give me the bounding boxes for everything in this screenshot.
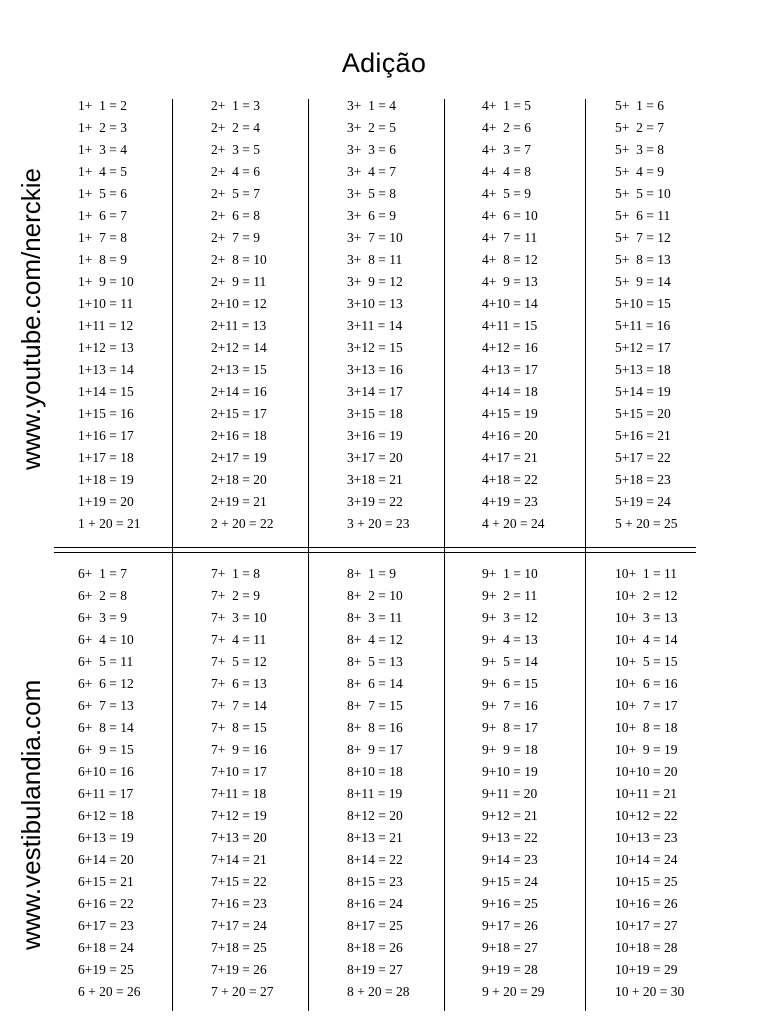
addition-row: 6+ 6 = 12: [78, 676, 134, 691]
addition-row: 2+18 = 20: [211, 472, 267, 487]
addition-row: 7+11 = 18: [211, 786, 267, 801]
addition-row: 7 + 20 = 27: [211, 984, 274, 999]
addition-row: 4+15 = 19: [482, 406, 538, 421]
addition-row: 3+18 = 21: [347, 472, 403, 487]
addition-row: 4+ 2 = 6: [482, 120, 531, 135]
addition-row: 7+16 = 23: [211, 896, 267, 911]
addition-row: 9+ 2 = 11: [482, 588, 538, 603]
addition-row: 2+ 4 = 6: [211, 164, 260, 179]
column-divider: [172, 99, 173, 551]
addition-row: 2+ 9 = 11: [211, 274, 267, 289]
addition-row: 1+18 = 19: [78, 472, 134, 487]
column-divider: [585, 99, 586, 551]
addition-row: 6+17 = 23: [78, 918, 134, 933]
addition-row: 4+13 = 17: [482, 362, 538, 377]
addition-row: 3+15 = 18: [347, 406, 403, 421]
addition-row: 4+18 = 22: [482, 472, 538, 487]
addition-row: 6+ 7 = 13: [78, 698, 134, 713]
addition-row: 1+ 8 = 9: [78, 252, 127, 267]
addition-row: 6+14 = 20: [78, 852, 134, 867]
addition-row: 6+ 9 = 15: [78, 742, 134, 757]
addition-row: 5+ 9 = 14: [615, 274, 671, 289]
addition-row: 5+13 = 18: [615, 362, 671, 377]
addition-row: 2+ 5 = 7: [211, 186, 260, 201]
addition-row: 7+ 2 = 9: [211, 588, 260, 603]
addition-row: 7+ 8 = 15: [211, 720, 267, 735]
addition-row: 3+ 7 = 10: [347, 230, 403, 245]
addition-row: 6+ 4 = 10: [78, 632, 134, 647]
addition-row: 2+ 2 = 4: [211, 120, 260, 135]
addition-row: 7+17 = 24: [211, 918, 267, 933]
addition-row: 3+12 = 15: [347, 340, 403, 355]
addition-row: 8+ 8 = 16: [347, 720, 403, 735]
addition-row: 5+14 = 19: [615, 384, 671, 399]
addition-row: 3+ 8 = 11: [347, 252, 403, 267]
addition-row: 10+19 = 29: [615, 962, 678, 977]
addition-row: 2+19 = 21: [211, 494, 267, 509]
addition-row: 4 + 20 = 24: [482, 516, 545, 531]
addition-row: 3+17 = 20: [347, 450, 403, 465]
addition-row: 7+12 = 19: [211, 808, 267, 823]
addition-row: 4+12 = 16: [482, 340, 538, 355]
addition-row: 8+15 = 23: [347, 874, 403, 889]
addition-row: 5+19 = 24: [615, 494, 671, 509]
column-divider: [308, 549, 309, 1011]
addition-row: 7+ 7 = 14: [211, 698, 267, 713]
addition-row: 8+ 2 = 10: [347, 588, 403, 603]
addition-row: 10+14 = 24: [615, 852, 678, 867]
addition-row: 1 + 20 = 21: [78, 516, 141, 531]
addition-row: 4+ 7 = 11: [482, 230, 538, 245]
addition-row: 10+ 7 = 17: [615, 698, 678, 713]
addition-row: 5+11 = 16: [615, 318, 671, 333]
addition-row: 6+10 = 16: [78, 764, 134, 779]
addition-row: 6+11 = 17: [78, 786, 134, 801]
addition-row: 7+15 = 22: [211, 874, 267, 889]
addition-row: 5+15 = 20: [615, 406, 671, 421]
addition-row: 9 + 20 = 29: [482, 984, 545, 999]
addition-row: 8+11 = 19: [347, 786, 403, 801]
addition-row: 9+18 = 27: [482, 940, 538, 955]
addition-row: 1+13 = 14: [78, 362, 134, 377]
addition-row: 10 + 20 = 30: [615, 984, 685, 999]
addition-row: 9+ 6 = 15: [482, 676, 538, 691]
addition-row: 3+ 9 = 12: [347, 274, 403, 289]
addition-row: 8+10 = 18: [347, 764, 403, 779]
addition-row: 9+ 5 = 14: [482, 654, 538, 669]
addition-row: 1+ 2 = 3: [78, 120, 127, 135]
addition-row: 10+ 2 = 12: [615, 588, 678, 603]
addition-row: 6+12 = 18: [78, 808, 134, 823]
addition-row: 5+ 1 = 6: [615, 98, 664, 113]
addition-row: 8+19 = 27: [347, 962, 403, 977]
addition-row: 7+19 = 26: [211, 962, 267, 977]
addition-row: 2+17 = 19: [211, 450, 267, 465]
addition-row: 1+ 9 = 10: [78, 274, 134, 289]
addition-row: 9+ 4 = 13: [482, 632, 538, 647]
addition-row: 8+13 = 21: [347, 830, 403, 845]
addition-row: 1+15 = 16: [78, 406, 134, 421]
addition-row: 9+ 9 = 18: [482, 742, 538, 757]
addition-row: 10+16 = 26: [615, 896, 678, 911]
addition-row: 8+14 = 22: [347, 852, 403, 867]
addition-row: 1+16 = 17: [78, 428, 134, 443]
addition-row: 5+ 8 = 13: [615, 252, 671, 267]
addition-row: 4+11 = 15: [482, 318, 538, 333]
addition-row: 6+19 = 25: [78, 962, 134, 977]
column-divider: [308, 99, 309, 551]
addition-row: 10+ 9 = 19: [615, 742, 678, 757]
addition-row: 6+15 = 21: [78, 874, 134, 889]
addition-row: 7+18 = 25: [211, 940, 267, 955]
addition-row: 5+10 = 15: [615, 296, 671, 311]
addition-row: 8+18 = 26: [347, 940, 403, 955]
column-divider: [585, 549, 586, 1011]
addition-row: 9+17 = 26: [482, 918, 538, 933]
addition-row: 5+ 6 = 11: [615, 208, 671, 223]
addition-table-bottom: [54, 563, 696, 1011]
addition-row: 1+ 7 = 8: [78, 230, 127, 245]
addition-row: 5+16 = 21: [615, 428, 671, 443]
addition-row: 4+ 6 = 10: [482, 208, 538, 223]
addition-row: 9+14 = 23: [482, 852, 538, 867]
addition-row: 1+ 4 = 5: [78, 164, 127, 179]
addition-row: 6+ 5 = 11: [78, 654, 134, 669]
addition-row: 5+12 = 17: [615, 340, 671, 355]
addition-row: 4+10 = 14: [482, 296, 538, 311]
addition-row: 3+11 = 14: [347, 318, 403, 333]
addition-row: 4+14 = 18: [482, 384, 538, 399]
addition-row: 2+ 7 = 9: [211, 230, 260, 245]
page-title: Adição: [341, 48, 427, 78]
addition-row: 8+17 = 25: [347, 918, 403, 933]
addition-row: 6+ 2 = 8: [78, 588, 127, 603]
addition-row: 6+13 = 19: [78, 830, 134, 845]
addition-row: 1+14 = 15: [78, 384, 134, 399]
addition-row: 5+ 3 = 8: [615, 142, 664, 157]
addition-row: 7+10 = 17: [211, 764, 267, 779]
addition-row: 3+ 3 = 6: [347, 142, 396, 157]
addition-row: 2+ 1 = 3: [211, 98, 260, 113]
addition-row: 5+18 = 23: [615, 472, 671, 487]
addition-row: 2 + 20 = 22: [211, 516, 274, 531]
addition-row: 2+11 = 13: [211, 318, 267, 333]
addition-row: 2+14 = 16: [211, 384, 267, 399]
separator-line-upper: [54, 547, 696, 548]
addition-row: 9+ 1 = 10: [482, 566, 538, 581]
addition-row: 10+ 8 = 18: [615, 720, 678, 735]
addition-row: 10+ 1 = 11: [615, 566, 677, 581]
addition-row: 7+ 1 = 8: [211, 566, 260, 581]
addition-row: 4+16 = 20: [482, 428, 538, 443]
addition-row: 4+ 8 = 12: [482, 252, 538, 267]
addition-row: 9+ 7 = 16: [482, 698, 538, 713]
addition-row: 4+ 9 = 13: [482, 274, 538, 289]
addition-row: 4+17 = 21: [482, 450, 538, 465]
addition-row: 9+ 8 = 17: [482, 720, 538, 735]
addition-row: 1+ 5 = 6: [78, 186, 127, 201]
addition-row: 10+ 4 = 14: [615, 632, 678, 647]
addition-row: 2+10 = 12: [211, 296, 267, 311]
addition-row: 8+ 5 = 13: [347, 654, 403, 669]
addition-row: 9+ 3 = 12: [482, 610, 538, 625]
addition-row: 10+ 5 = 15: [615, 654, 678, 669]
side-watermark-bottom: www.vestibulandia.com: [16, 679, 46, 950]
addition-row: 8 + 20 = 28: [347, 984, 410, 999]
addition-row: 5+ 2 = 7: [615, 120, 664, 135]
addition-row: 9+19 = 28: [482, 962, 538, 977]
addition-row: 1+10 = 11: [78, 296, 134, 311]
column-divider: [444, 549, 445, 1011]
addition-row: 8+ 4 = 12: [347, 632, 403, 647]
addition-row: 8+ 3 = 11: [347, 610, 403, 625]
addition-row: 10+ 6 = 16: [615, 676, 678, 691]
addition-row: 4+ 1 = 5: [482, 98, 531, 113]
addition-row: 4+ 5 = 9: [482, 186, 531, 201]
addition-row: 6+ 1 = 7: [78, 566, 127, 581]
addition-row: 1+ 3 = 4: [78, 142, 127, 157]
addition-table-top: [54, 95, 696, 543]
addition-row: 5+17 = 22: [615, 450, 671, 465]
addition-row: 10+17 = 27: [615, 918, 678, 933]
addition-row: 3+ 2 = 5: [347, 120, 396, 135]
addition-row: 7+ 5 = 12: [211, 654, 267, 669]
addition-row: 1+ 1 = 2: [78, 98, 127, 113]
side-watermark-top: www.youtube.com/nerckie: [16, 167, 46, 470]
addition-row: 3+10 = 13: [347, 296, 403, 311]
addition-row: 10+18 = 28: [615, 940, 678, 955]
addition-row: 5 + 20 = 25: [615, 516, 678, 531]
addition-row: 10+10 = 20: [615, 764, 678, 779]
addition-row: 9+11 = 20: [482, 786, 538, 801]
addition-row: 9+16 = 25: [482, 896, 538, 911]
separator-line-lower: [54, 552, 696, 553]
addition-row: 3+19 = 22: [347, 494, 403, 509]
column-divider: [172, 549, 173, 1011]
column-divider: [444, 99, 445, 551]
addition-row: 5+ 4 = 9: [615, 164, 664, 179]
addition-row: 9+12 = 21: [482, 808, 538, 823]
addition-row: 5+ 7 = 12: [615, 230, 671, 245]
addition-row: 3+ 1 = 4: [347, 98, 396, 113]
addition-row: 7+14 = 21: [211, 852, 267, 867]
addition-row: 7+ 9 = 16: [211, 742, 267, 757]
addition-row: 1+17 = 18: [78, 450, 134, 465]
addition-row: 10+ 3 = 13: [615, 610, 678, 625]
addition-row: 6+16 = 22: [78, 896, 134, 911]
addition-row: 1+ 6 = 7: [78, 208, 127, 223]
addition-row: 8+ 7 = 15: [347, 698, 403, 713]
addition-row: 2+ 3 = 5: [211, 142, 260, 157]
addition-row: 6 + 20 = 26: [78, 984, 141, 999]
addition-row: 7+ 4 = 11: [211, 632, 267, 647]
addition-row: 10+13 = 23: [615, 830, 678, 845]
addition-row: 8+ 6 = 14: [347, 676, 403, 691]
addition-row: 5+ 5 = 10: [615, 186, 671, 201]
addition-row: 1+11 = 12: [78, 318, 134, 333]
addition-row: 2+16 = 18: [211, 428, 267, 443]
addition-row: 1+19 = 20: [78, 494, 134, 509]
addition-row: 7+ 6 = 13: [211, 676, 267, 691]
addition-row: 1+12 = 13: [78, 340, 134, 355]
addition-row: 2+15 = 17: [211, 406, 267, 421]
addition-row: 9+13 = 22: [482, 830, 538, 845]
addition-row: 4+19 = 23: [482, 494, 538, 509]
addition-row: 3+16 = 19: [347, 428, 403, 443]
addition-row: 10+12 = 22: [615, 808, 678, 823]
addition-row: 8+16 = 24: [347, 896, 403, 911]
addition-row: 4+ 3 = 7: [482, 142, 531, 157]
addition-row: 8+ 9 = 17: [347, 742, 403, 757]
addition-row: 2+12 = 14: [211, 340, 267, 355]
addition-row: 3+ 6 = 9: [347, 208, 396, 223]
addition-row: 8+ 1 = 9: [347, 566, 396, 581]
addition-row: 2+ 8 = 10: [211, 252, 267, 267]
addition-row: 3+13 = 16: [347, 362, 403, 377]
addition-row: 10+11 = 21: [615, 786, 677, 801]
addition-row: 6+18 = 24: [78, 940, 134, 955]
addition-row: 10+15 = 25: [615, 874, 678, 889]
addition-row: 3+ 5 = 8: [347, 186, 396, 201]
addition-row: 7+13 = 20: [211, 830, 267, 845]
addition-row: 2+13 = 15: [211, 362, 267, 377]
addition-row: 3+14 = 17: [347, 384, 403, 399]
addition-row: 6+ 3 = 9: [78, 610, 127, 625]
addition-row: 3 + 20 = 23: [347, 516, 410, 531]
addition-row: 4+ 4 = 8: [482, 164, 531, 179]
addition-row: 7+ 3 = 10: [211, 610, 267, 625]
addition-row: 6+ 8 = 14: [78, 720, 134, 735]
addition-row: 8+12 = 20: [347, 808, 403, 823]
addition-row: 2+ 6 = 8: [211, 208, 260, 223]
addition-row: 9+10 = 19: [482, 764, 538, 779]
addition-row: 9+15 = 24: [482, 874, 538, 889]
addition-row: 3+ 4 = 7: [347, 164, 396, 179]
